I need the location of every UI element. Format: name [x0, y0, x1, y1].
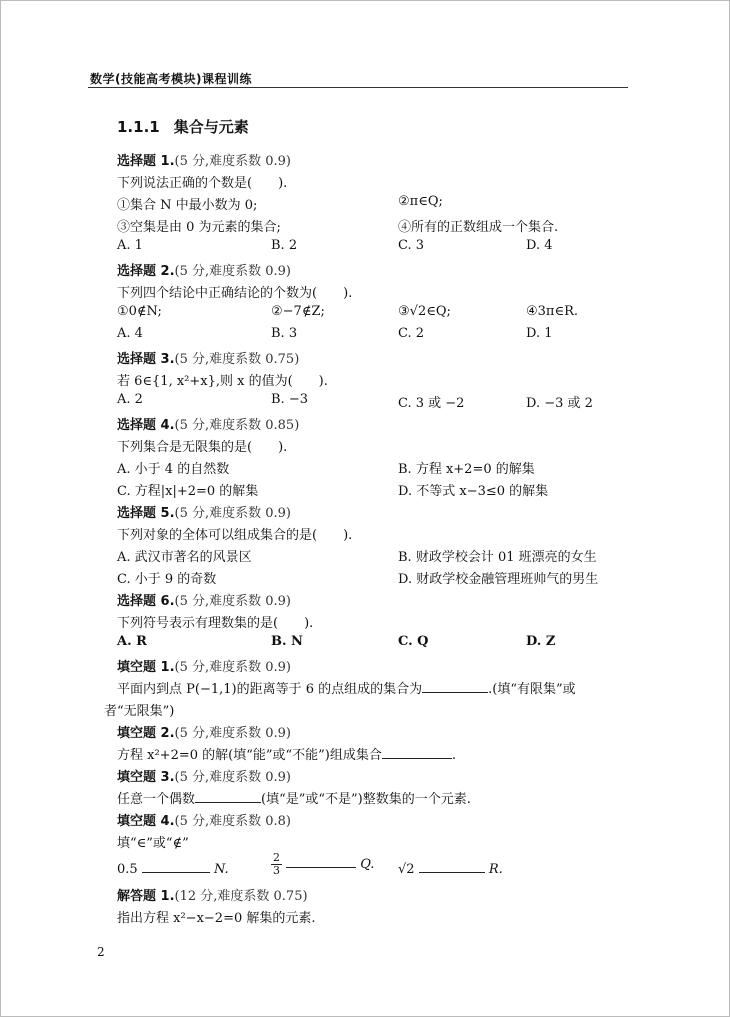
- q5-option-b: B. 财政学校会计 01 班漂亮的女生: [398, 550, 597, 565]
- q4-option-d: D. 不等式 x−3≤0 的解集: [398, 484, 549, 499]
- q5-option-d: D. 财政学校金融管理班帅气的男生: [398, 572, 599, 587]
- q4-option-a: A. 小于 4 的自然数: [117, 462, 230, 477]
- q1-option-d: D. 4: [526, 238, 553, 253]
- q6-option-c: C. Q: [398, 634, 429, 649]
- q3-header: [117, 348, 299, 367]
- f4-label: 填空题 4.: [117, 814, 175, 829]
- q5-option-c: C. 小于 9 的奇数: [117, 572, 217, 587]
- q5-header: [117, 502, 291, 521]
- f2-answer-blank[interactable]: [382, 746, 452, 759]
- f4-p1-blank[interactable]: [142, 860, 210, 873]
- q2-stem: 下列四个结论中正确结论的个数为( ).: [117, 286, 353, 301]
- f1-label: 填空题 1.: [117, 660, 175, 675]
- q6-header: [117, 590, 291, 609]
- q3-option-c: C. 3 或 −2: [398, 396, 465, 411]
- q2-item-1: ①0∉N;: [117, 304, 162, 319]
- q1-header: [117, 150, 291, 169]
- q3-stem: 若 6∈{1, x²+x},则 x 的值为( ).: [117, 374, 328, 389]
- f4-p2-blank[interactable]: [286, 855, 356, 868]
- f4-p2-right: Q.: [360, 857, 375, 872]
- f3-header: [117, 766, 291, 785]
- q2-item-2: ②−7∉Z;: [271, 304, 325, 319]
- q6-option-d: D. Z: [526, 634, 556, 649]
- section-name: 集合与元素: [173, 118, 249, 136]
- f1-stem-a: 平面内到点 P(−1,1)的距离等于 6 的点组成的集合为: [117, 682, 423, 697]
- f1-answer-blank[interactable]: [422, 680, 488, 693]
- q6-meta: (5 分,难度系数 0.9): [174, 594, 292, 609]
- f4-p1-left: 0.5: [117, 862, 138, 877]
- q4-stem: 下列集合是无限集的是( ).: [117, 440, 288, 455]
- q2-item-3: ③√2∈Q;: [398, 304, 451, 319]
- q1-stem: 下列说法正确的个数是( ).: [117, 176, 288, 191]
- q3-option-b: B. −3: [271, 392, 308, 407]
- q4-option-b: B. 方程 x+2=0 的解集: [398, 462, 535, 477]
- f2-stem-b: .: [451, 748, 457, 763]
- q6-stem: 下列符号表示有理数集的是( ).: [117, 616, 314, 631]
- f2-stem: [117, 744, 456, 763]
- q1-label: 选择题 1.: [117, 154, 175, 169]
- header-rule: [88, 87, 628, 88]
- q5-option-a: A. 武汉市著名的风景区: [117, 550, 252, 565]
- q3-meta: (5 分,难度系数 0.75): [174, 352, 300, 367]
- f1-stem: [117, 678, 576, 697]
- f2-stem-a: 方程 x²+2=0 的解(填“能”或“不能”)组成集合: [117, 748, 382, 763]
- f2-meta: (5 分,难度系数 0.9): [174, 726, 292, 741]
- q6-option-a: A. R: [117, 634, 147, 649]
- page-number: 2: [97, 945, 105, 959]
- q4-option-c: C. 方程|x|+2=0 的解集: [117, 484, 259, 499]
- q2-item-4: ④3π∈R.: [526, 304, 579, 319]
- s1-header: [117, 885, 308, 904]
- q1-option-c: C. 3: [398, 238, 425, 253]
- q6-label: 选择题 6.: [117, 594, 175, 609]
- q2-option-d: D. 1: [526, 326, 553, 341]
- f3-label: 填空题 3.: [117, 770, 175, 785]
- q1-meta: (5 分,难度系数 0.9): [174, 154, 292, 169]
- s1-label: 解答题 1.: [117, 889, 175, 904]
- f1-stem-c: 者“无限集”): [104, 704, 175, 719]
- f3-meta: (5 分,难度系数 0.9): [174, 770, 292, 785]
- f4-meta: (5 分,难度系数 0.8): [174, 814, 292, 829]
- q4-header: [117, 414, 299, 433]
- q2-option-a: A. 4: [117, 326, 143, 341]
- q1-option-a: A. 1: [117, 238, 143, 253]
- q3-label: 选择题 3.: [117, 352, 175, 367]
- q1-item-2: ②π∈Q;: [398, 194, 443, 209]
- f3-stem-a: 任意一个偶数: [117, 792, 196, 807]
- q1-item-3: ③空集是由 0 为元素的集合;: [117, 220, 281, 235]
- f1-stem-b: .(填“有限集”或: [488, 682, 576, 697]
- q1-item-4: ④所有的正数组成一个集合.: [398, 220, 559, 235]
- q5-label: 选择题 5.: [117, 506, 175, 521]
- q4-label: 选择题 4.: [117, 418, 175, 433]
- q3-option-a: A. 2: [117, 392, 143, 407]
- f4-stem: 填“∈”或“∉”: [117, 836, 189, 851]
- f4-header: [117, 810, 291, 829]
- q4-meta: (5 分,难度系数 0.85): [174, 418, 300, 433]
- f3-stem-b: (填“是”或“不是”)整数集的一个元素.: [261, 792, 471, 807]
- q2-meta: (5 分,难度系数 0.9): [174, 264, 292, 279]
- f4-p3-left: √2: [398, 862, 415, 877]
- section-title: [117, 116, 249, 137]
- f3-answer-blank[interactable]: [195, 790, 261, 803]
- q6-option-b: B. N: [271, 634, 303, 649]
- q2-label: 选择题 2.: [117, 264, 175, 279]
- f4-part-2: [271, 852, 374, 877]
- f4-frac-den: 3: [273, 864, 280, 877]
- q3-option-d: D. −3 或 2: [526, 396, 593, 411]
- q1-item-1: ①集合 N 中最小数为 0;: [117, 198, 258, 213]
- f4-part-1: [117, 860, 229, 877]
- f3-stem: [117, 788, 471, 807]
- q2-header: [117, 260, 291, 279]
- f2-header: [117, 722, 291, 741]
- f4-part-3: [398, 860, 503, 877]
- f1-header: [117, 656, 291, 675]
- f1-meta: (5 分,难度系数 0.9): [174, 660, 292, 675]
- q2-option-c: C. 2: [398, 326, 425, 341]
- f4-frac-num: 2: [273, 851, 280, 864]
- s1-stem: 指出方程 x²−x−2=0 解集的元素.: [117, 911, 316, 926]
- s1-meta: (12 分,难度系数 0.75): [174, 889, 308, 904]
- q1-option-b: B. 2: [271, 238, 298, 253]
- f4-p3-right: R.: [488, 862, 503, 877]
- f4-fraction: [271, 852, 282, 877]
- f4-p1-right: N.: [213, 862, 229, 877]
- running-header: 数学(技能高考模块)课程训练: [90, 72, 252, 86]
- f4-p3-blank[interactable]: [419, 860, 485, 873]
- section-number: 1.1.1: [117, 118, 160, 136]
- f2-label: 填空题 2.: [117, 726, 175, 741]
- q5-meta: (5 分,难度系数 0.9): [174, 506, 292, 521]
- q5-stem: 下列对象的全体可以组成集合的是( ).: [117, 528, 353, 543]
- q2-option-b: B. 3: [271, 326, 298, 341]
